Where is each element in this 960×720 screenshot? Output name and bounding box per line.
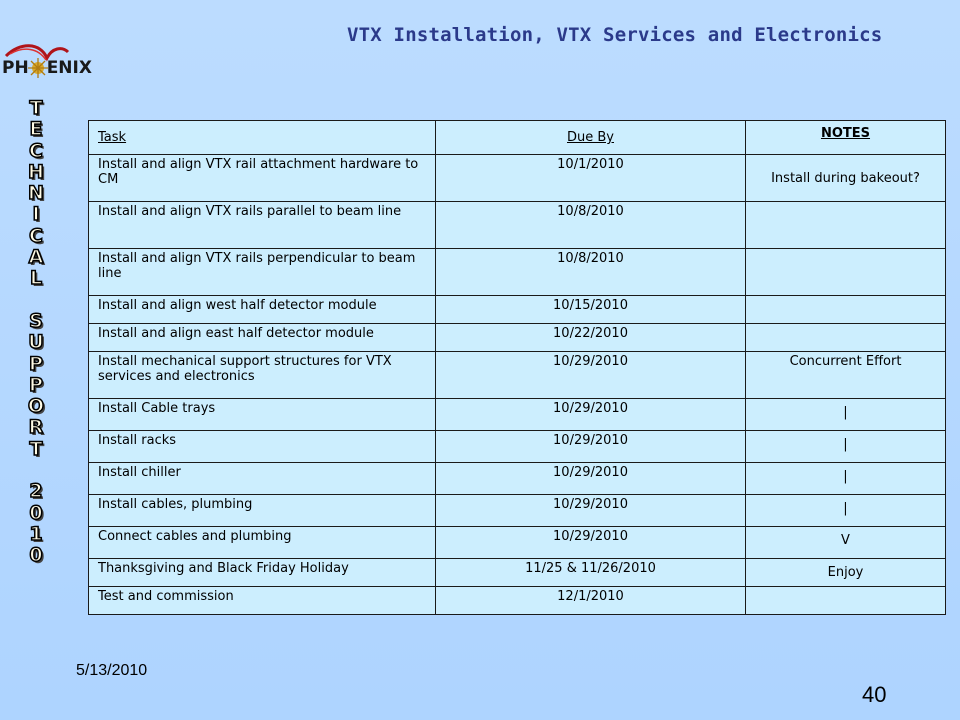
task-cell: Install and align west half detector module <box>89 296 436 324</box>
task-cell: Install and align east half detector module <box>89 324 436 352</box>
table-row <box>89 155 946 202</box>
vertical-letter: 0 <box>29 544 43 567</box>
due-cell: 10/29/2010 <box>436 352 746 399</box>
due-cell: 10/15/2010 <box>436 296 746 324</box>
due-cell: 10/8/2010 <box>436 249 746 296</box>
table-row <box>89 527 946 559</box>
vertical-letter: H <box>28 160 44 183</box>
due-cell: 10/29/2010 <box>436 527 746 559</box>
note-cell <box>746 202 946 249</box>
task-cell: Test and commission <box>89 587 436 615</box>
due-cell: 12/1/2010 <box>436 587 746 615</box>
due-cell: 10/29/2010 <box>436 463 746 495</box>
note-cell: | <box>746 399 946 431</box>
note-cell: | <box>746 431 946 463</box>
vertical-letter: R <box>28 416 44 439</box>
table-row <box>89 249 946 296</box>
note-cell: | <box>746 495 946 527</box>
vertical-letter: C <box>29 224 43 247</box>
note-cell <box>746 587 946 615</box>
vertical-letter: P <box>29 352 43 375</box>
note-cell: Concurrent Effort <box>746 352 946 399</box>
due-cell: 10/29/2010 <box>436 495 746 527</box>
task-cell: Install Cable trays <box>89 399 436 431</box>
task-cell: Install cables, plumbing <box>89 495 436 527</box>
table-row <box>89 202 946 249</box>
table-row <box>89 431 946 463</box>
due-cell: 10/1/2010 <box>436 155 746 202</box>
table-row <box>89 324 946 352</box>
due-cell: 10/22/2010 <box>436 324 746 352</box>
task-cell: Install chiller <box>89 463 436 495</box>
logo-text: PH ENIX <box>2 58 92 78</box>
note-cell: Install during bakeout? <box>746 155 946 202</box>
note-cell <box>746 324 946 352</box>
vertical-letter: T <box>29 437 43 460</box>
task-cell: Connect cables and plumbing <box>89 527 436 559</box>
vertical-letter: 0 <box>29 501 43 524</box>
due-cell: 10/29/2010 <box>436 431 746 463</box>
note-cell <box>746 296 946 324</box>
vertical-letter: U <box>28 331 44 354</box>
table-header-row <box>89 121 946 155</box>
note-cell: V <box>746 527 946 559</box>
note-cell: | <box>746 463 946 495</box>
vertical-letter: A <box>28 246 44 269</box>
task-cell: Install racks <box>89 431 436 463</box>
vertical-letter: 1 <box>29 522 43 545</box>
vertical-letter: P <box>29 373 43 396</box>
vertical-letter: T <box>29 97 43 119</box>
header-due-by: Due By <box>436 121 746 155</box>
task-cell: Install and align VTX rails parallel to beam line <box>89 202 436 249</box>
due-cell: 11/25 & 11/26/2010 <box>436 559 746 587</box>
due-cell: 10/8/2010 <box>436 202 746 249</box>
slide-title: VTX Installation, VTX Services and Electronics <box>347 24 883 46</box>
table-row <box>89 399 946 431</box>
note-cell <box>746 249 946 296</box>
vertical-letter: O <box>27 395 45 418</box>
header-notes: NOTES <box>746 121 946 155</box>
vertical-letter: E <box>29 118 43 141</box>
due-cell: 10/29/2010 <box>436 399 746 431</box>
vertical-letter: C <box>29 139 43 162</box>
task-cell: Install and align VTX rails perpendicular to beam line <box>89 249 436 296</box>
page-number: 40 <box>862 682 887 707</box>
task-cell: Install mechanical support structures for VTX services and electronics <box>89 352 436 399</box>
table-row <box>89 495 946 527</box>
task-cell: Install and align VTX rail attachment hardware to CM <box>89 155 436 202</box>
table-row <box>89 559 946 587</box>
table-row <box>89 352 946 399</box>
header-task: Task <box>89 121 436 155</box>
vertical-letter: S <box>29 309 43 332</box>
schedule-table <box>88 120 946 615</box>
task-cell: Thanksgiving and Black Friday Holiday <box>89 559 436 587</box>
table-row <box>89 296 946 324</box>
table-row <box>89 463 946 495</box>
vertical-letter: N <box>28 182 44 205</box>
vertical-letter: L <box>29 267 43 290</box>
vertical-letter: 2 <box>29 480 43 503</box>
note-cell: Enjoy <box>746 559 946 587</box>
slide-date: 5/13/2010 <box>76 662 148 679</box>
vertical-letter: I <box>32 203 40 226</box>
table-row <box>89 587 946 615</box>
technical-support-vertical-text <box>18 98 54 567</box>
